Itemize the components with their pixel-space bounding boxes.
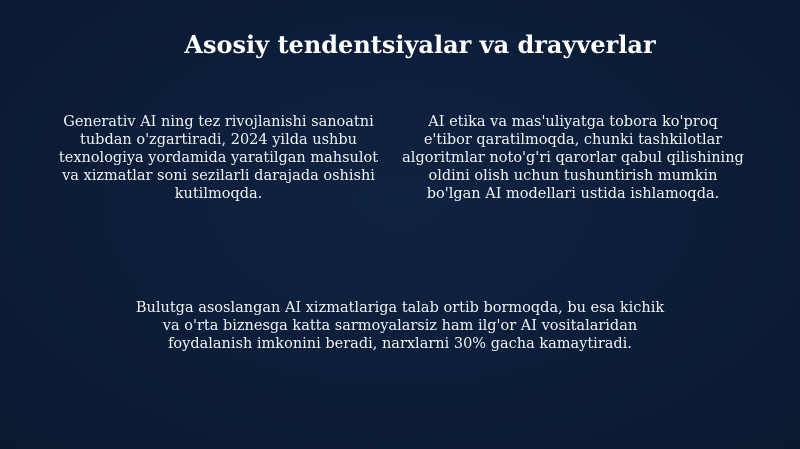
trend-text-cloud-ai: Bulutga asoslangan AI xizmatlariga talab ortib bormoqda, bu esa kichik va o'rta biznesga katta sarmoyalarsiz ham ilg'or AI vositalaridan foydalanish imkonini beradi, narxlarni 30% gacha kamaytiradi.: [135, 300, 665, 352]
trend-text-generative-ai: Generativ AI ning tez rivojlanishi sanoatni tubdan o'zgartiradi, 2024 yilda ushbu texnologiya yordamida yaratilgan mahsulot va xizmatlar soni sezilarli darajada oshishi kutilmoqda.: [58, 114, 379, 202]
trend-text-ai-ethics: AI etika va mas'uliyatga tobora ko'proq e'tibor qaratilmoqda, chunki tashkilotlar algoritmlar noto'g'ri qarorlar qabul qilishining oldini olish uchun tushuntirish mumkin bo'lgan AI modellari ustida ishlamoqda.: [402, 114, 744, 202]
slide-title: Asosiy tendentsiyalar va drayverlar: [184, 30, 656, 59]
